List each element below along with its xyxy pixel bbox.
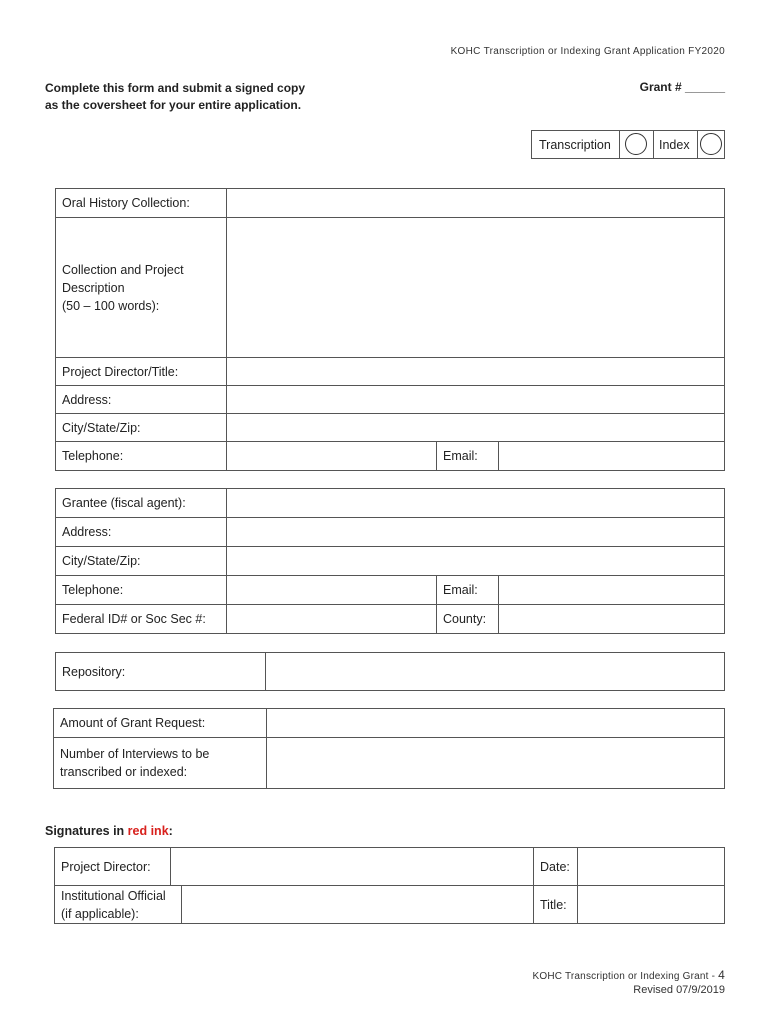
grantee-telephone-field[interactable] — [227, 576, 437, 605]
repository-table — [55, 652, 725, 691]
table-row — [56, 518, 725, 547]
description-field[interactable] — [227, 218, 725, 358]
county-label: County: — [437, 605, 499, 634]
address-field[interactable] — [227, 386, 725, 414]
signatures-title-suffix: : — [168, 824, 173, 838]
collection-field[interactable] — [227, 189, 725, 218]
request-table — [53, 708, 725, 789]
grantee-table — [55, 488, 725, 634]
amount-field[interactable] — [267, 709, 725, 738]
grantee-field[interactable] — [227, 489, 725, 518]
repository-field[interactable] — [266, 653, 725, 691]
federal-id-label: Federal ID# or Soc Sec #: — [56, 605, 227, 634]
project-table — [55, 188, 725, 471]
table-row — [56, 442, 725, 471]
director-signature-field[interactable] — [171, 848, 534, 886]
director-title-label: Project Director/Title: — [56, 358, 227, 386]
description-label-line-3: (50 – 100 words): — [62, 298, 160, 313]
index-label: Index — [654, 131, 698, 158]
grantee-city-state-zip-label: City/State/Zip: — [56, 547, 227, 576]
repository-label: Repository: — [56, 653, 266, 691]
instructions-line-1: Complete this form and submit a signed copy — [45, 81, 306, 95]
grantee-address-field[interactable] — [227, 518, 725, 547]
grantee-address-label: Address: — [56, 518, 227, 547]
official-label — [55, 886, 182, 924]
telephone-label: Telephone: — [56, 442, 227, 471]
table-row — [56, 218, 725, 358]
description-label — [56, 218, 227, 358]
city-state-zip-label: City/State/Zip: — [56, 414, 227, 442]
table-row — [56, 653, 725, 691]
table-row — [54, 738, 725, 789]
amount-label: Amount of Grant Request: — [54, 709, 267, 738]
signatures-title-red: red ink — [127, 824, 169, 838]
email-label: Email: — [437, 442, 499, 471]
page-number: 4 — [718, 968, 725, 982]
footer-line — [532, 968, 725, 982]
description-label-line-2: Description — [62, 280, 125, 295]
telephone-field[interactable] — [227, 442, 437, 471]
transcription-label: Transcription — [532, 131, 620, 158]
city-state-zip-field[interactable] — [227, 414, 725, 442]
table-row — [54, 709, 725, 738]
grantee-label: Grantee (fiscal agent): — [56, 489, 227, 518]
director-title-field[interactable] — [227, 358, 725, 386]
grantee-email-field[interactable] — [499, 576, 725, 605]
date-field[interactable] — [578, 848, 725, 886]
address-label: Address: — [56, 386, 227, 414]
federal-id-field[interactable] — [227, 605, 437, 634]
table-row — [55, 886, 725, 924]
revised-date: Revised 07/9/2019 — [633, 984, 725, 996]
instructions-line-2: as the coversheet for your entire application. — [45, 98, 302, 112]
table-row — [56, 489, 725, 518]
instructions — [45, 80, 345, 114]
index-radio[interactable] — [700, 133, 722, 155]
official-label-line-2: (if applicable): — [61, 906, 139, 921]
signatures-table — [54, 847, 725, 924]
title-label: Title: — [534, 886, 578, 924]
official-signature-field[interactable] — [182, 886, 534, 924]
date-label: Date: — [534, 848, 578, 886]
footer-text: KOHC Transcription or Indexing Grant - — [532, 971, 719, 982]
table-row — [56, 386, 725, 414]
table-row — [56, 414, 725, 442]
description-label-line-1: Collection and Project — [62, 262, 184, 277]
signatures-title — [45, 824, 173, 838]
signatures-title-prefix: Signatures in — [45, 824, 128, 838]
interviews-field[interactable] — [267, 738, 725, 789]
table-row — [56, 189, 725, 218]
document-header: KOHC Transcription or Indexing Grant Application FY2020 — [450, 46, 725, 57]
grant-number-label: Grant # ______ — [639, 80, 725, 94]
collection-label: Oral History Collection: — [56, 189, 227, 218]
title-field[interactable] — [578, 886, 725, 924]
transcription-cell — [620, 131, 654, 158]
table-row — [56, 576, 725, 605]
grant-type-selector — [531, 130, 725, 159]
grantee-telephone-label: Telephone: — [56, 576, 227, 605]
table-row — [56, 358, 725, 386]
director-signature-label: Project Director: — [55, 848, 171, 886]
grantee-email-label: Email: — [437, 576, 499, 605]
county-field[interactable] — [499, 605, 725, 634]
table-row — [56, 605, 725, 634]
table-row — [56, 547, 725, 576]
transcription-radio[interactable] — [625, 133, 647, 155]
table-row — [55, 848, 725, 886]
official-label-line-1: Institutional Official — [61, 888, 166, 903]
index-cell — [698, 131, 726, 158]
interviews-label-line-1: Number of Interviews to be — [60, 747, 210, 761]
interviews-label — [54, 738, 267, 789]
interviews-label-line-2: transcribed or indexed: — [60, 765, 188, 779]
email-field[interactable] — [499, 442, 725, 471]
grantee-city-state-zip-field[interactable] — [227, 547, 725, 576]
